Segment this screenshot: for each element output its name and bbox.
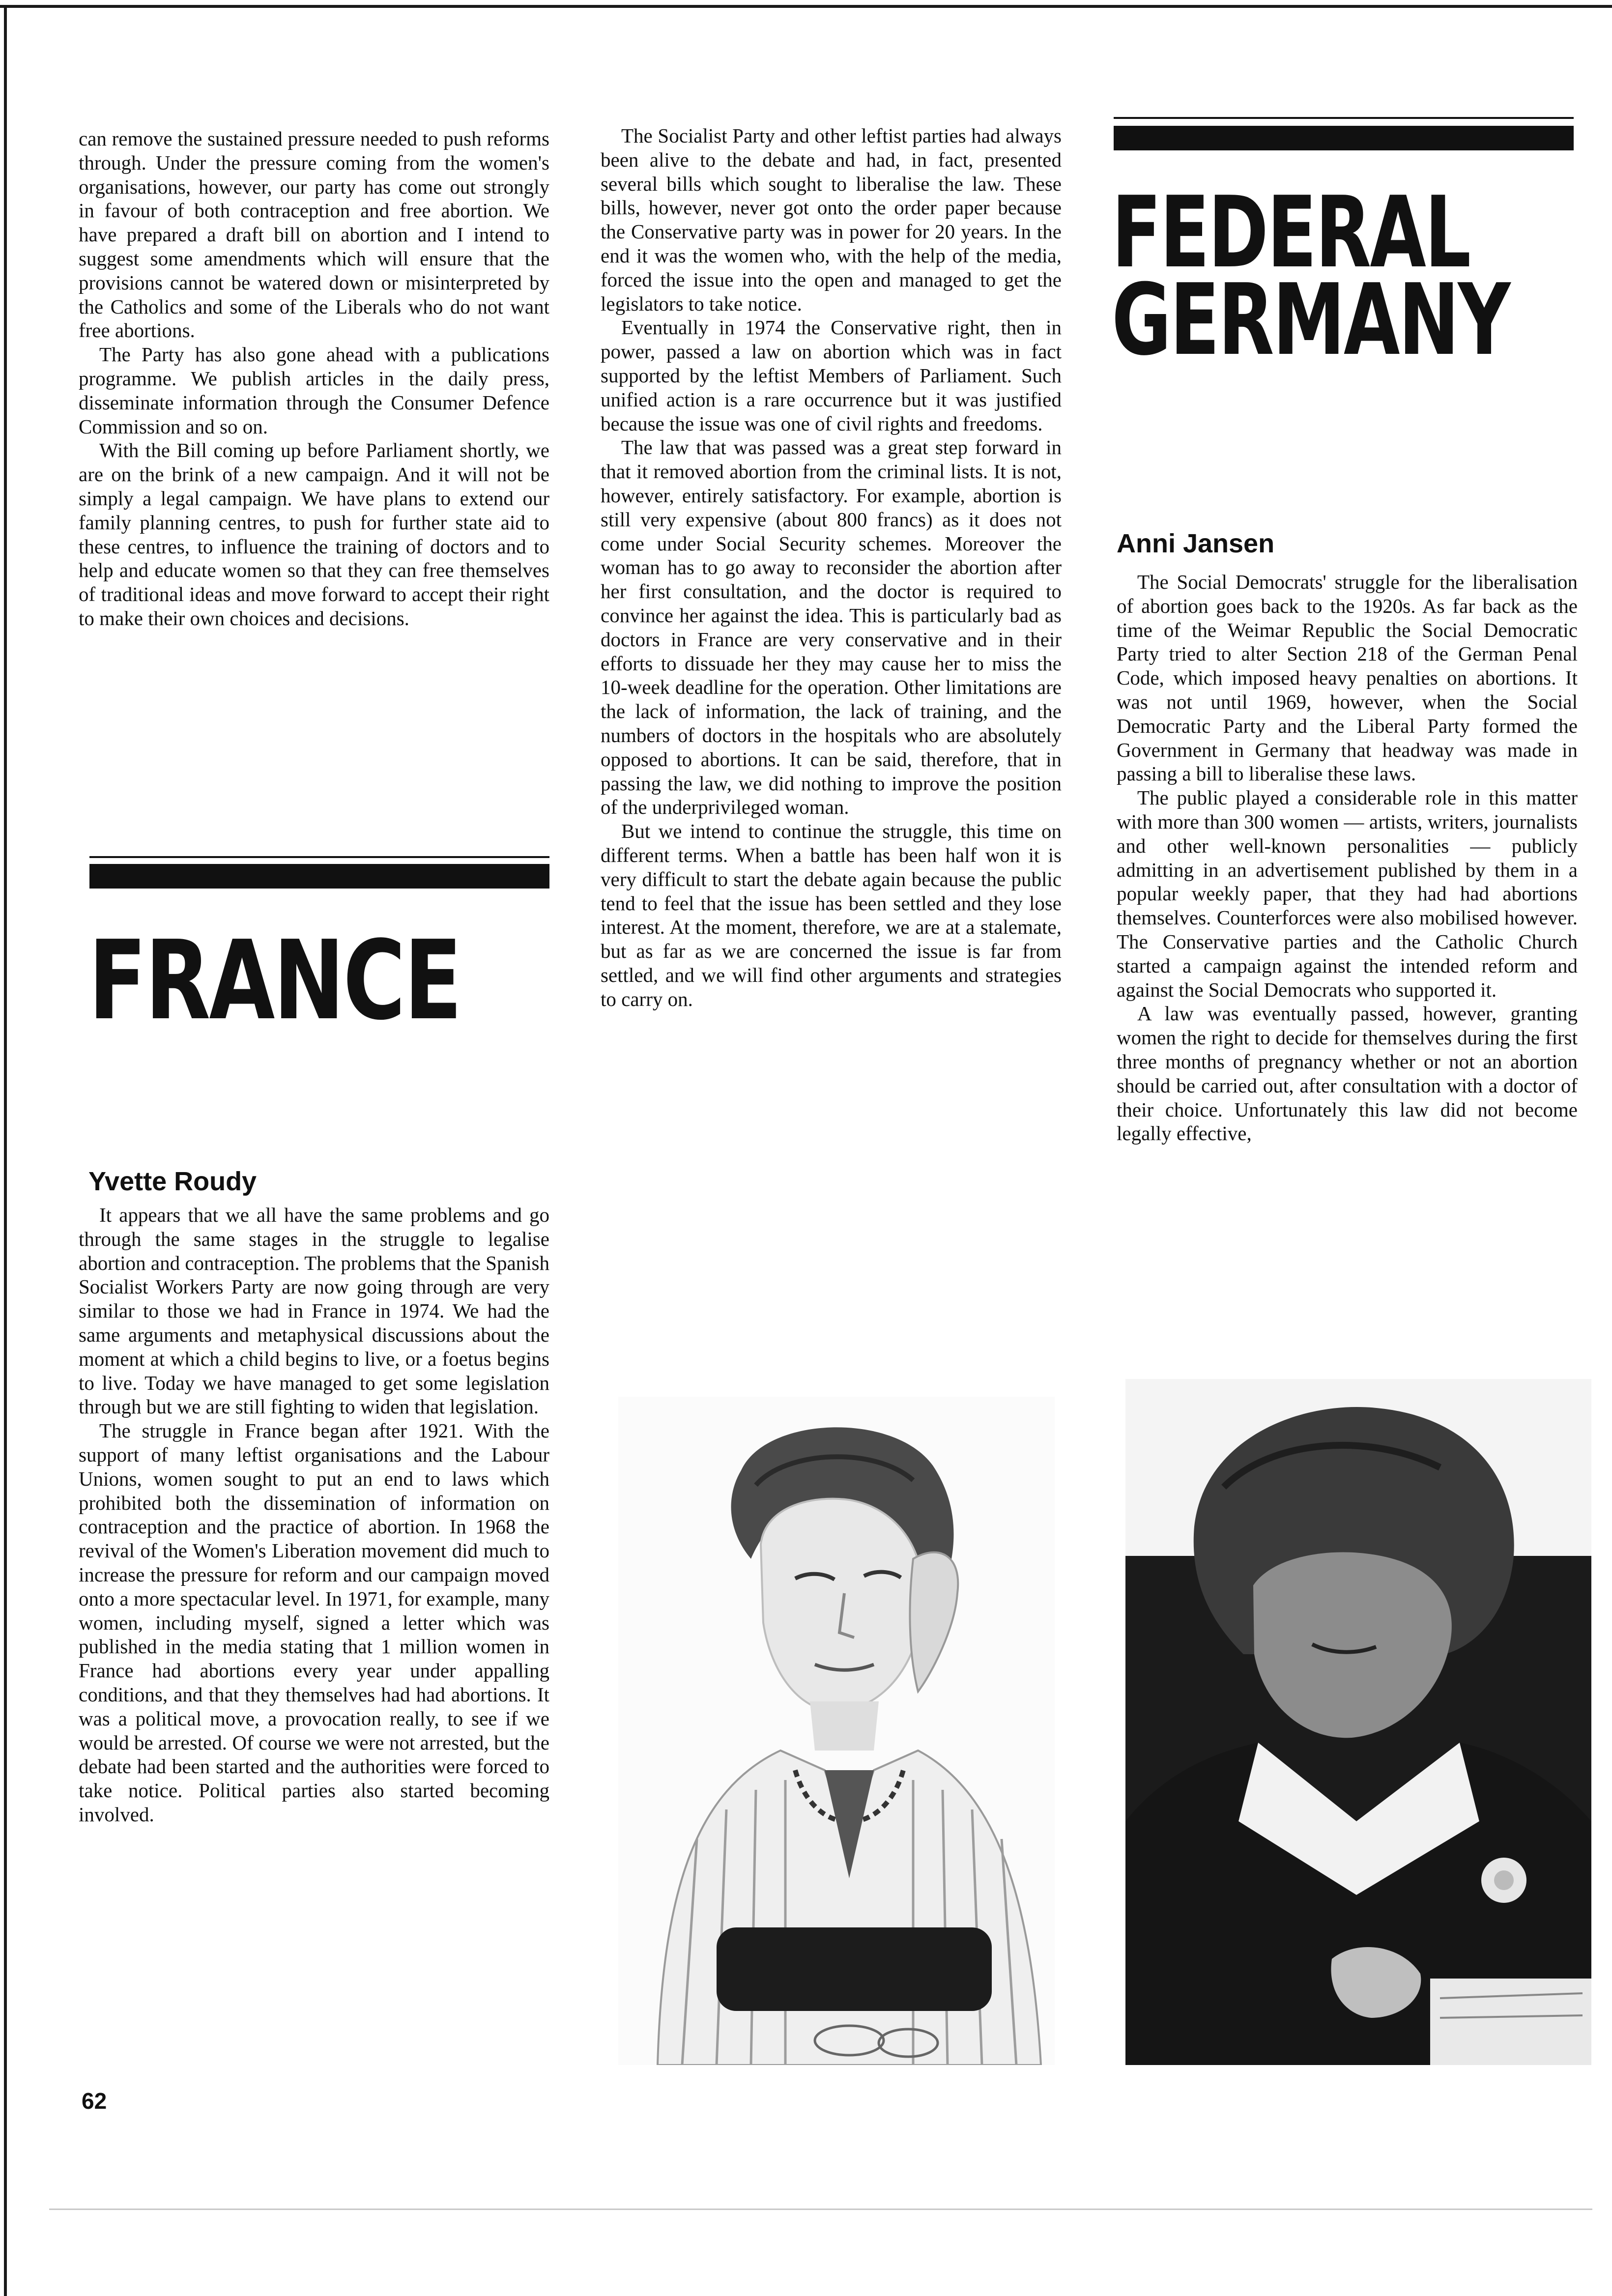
germany-article-text	[1117, 570, 1578, 1146]
body-paragraph: But we intend to continue the struggle, this time on different terms. When a battle has been half won it is very difficult to start the debate again because the public tend to feel that the issue has been settled and they lose interest. At the moment, therefore, we are at a stalemate, but as far as we are concerned the issue is far from settled, and we will find other arguments and strategies to carry on.	[601, 820, 1062, 1010]
page-number: 62	[82, 2088, 107, 2114]
germany-heading-line1: FEDERAL	[1112, 175, 1470, 290]
body-paragraph: can remove the sustained pressure needed to push reforms through. Under the pressure coming from the women's organisations, however, our party has come out strongly in favour of both contraception and free abortion. We have prepared a draft bill on abortion and I intend to suggest some amendments which will ensure that the provisions cannot be watered down or misinterpreted by the Catholics and some of the Liberals who do not want free abortions.	[79, 127, 549, 342]
france-author: Yvette Roudy	[88, 1167, 257, 1196]
france-heading: FRANCE	[88, 918, 461, 1044]
germany-heading-line2: GERMANY	[1112, 263, 1509, 377]
body-paragraph: The Party has also gone ahead with a publications programme. We publish articles in the daily press, disseminate information through the Consumer Defence Commission and so on.	[79, 343, 549, 438]
page-edge-bottom	[49, 2209, 1592, 2210]
portrait-illustration	[1125, 1379, 1591, 2065]
body-paragraph: It appears that we all have the same problems and go through the same stages in the struggle to legalise abortion and contraception. The problems that the Spanish Socialist Workers Party are now going through are very similar to those we had in France in 1974. We had the same arguments and metaphysical discussions about the moment at which a child begins to live, or a foetus begins to live. Today we have managed to get some legislation through but we are still fighting to widen that legislation.	[79, 1204, 549, 1418]
germany-rule-thin	[1114, 117, 1574, 119]
germany-heading	[1112, 175, 1509, 377]
body-paragraph: Eventually in 1974 the Conservative right, then in power, passed a law on abortion which was in fact supported by the leftist Members of Parliament. Such unified action is a rare occurrence but it was justified because the issue was one of civil rights and freedoms.	[601, 316, 1062, 435]
portrait-photo-yvette-roudy	[618, 1397, 1055, 2065]
page-edge-top	[0, 5, 1612, 8]
body-paragraph: The Social Democrats' struggle for the liberalisation of abortion goes back to the 1920s. As far back as the time of the Weimar Republic the Social Democratic Party tried to alter Section 218 of the German Penal Code, which imposed heavy penalties on abortions. It was not until 1969, however, when the Social Democratic Party and the Liberal Party formed the Government in Germany that headway was made in passing a bill to liberalise these laws.	[1117, 571, 1578, 785]
portrait-illustration	[618, 1397, 1055, 2065]
body-paragraph: The Socialist Party and other leftist parties had always been alive to the debate and had, in fact, presented several bills which sought to liberalise the law. These bills, however, never got onto the order paper because the Conservative party was in power for 20 years. In the end it was the women who, with the help of the media, forced the issue into the open and managed to get the legislators to take notice.	[601, 124, 1062, 315]
body-paragraph: A law was eventually passed, however, granting women the right to decide for themselves during the first three months of pregnancy whether or not an abortion should be carried out, after consultation with a doctor of their choice. Unfortunately this law did not become legally effective,	[1117, 1002, 1578, 1145]
germany-author: Anni Jansen	[1117, 529, 1275, 558]
body-paragraph: The public played a considerable role in this matter with more than 300 women — artists, writers, journalists and other well-known personalities — publicly admitting in an advertisement published by them in a popular weekly paper, that they had had abortions themselves. Counterforces were also mobilised however. The Conservative parties and the Catholic Church started a campaign against the intended reform and against the Social Democrats who supported it.	[1117, 786, 1578, 1001]
page-edge-left	[4, 5, 7, 2296]
france-article-col2	[601, 124, 1062, 1011]
continued-article-text	[79, 127, 549, 631]
france-article-col1	[79, 1203, 549, 1827]
germany-rule-thick	[1114, 126, 1574, 150]
france-rule-thin	[89, 856, 549, 858]
body-paragraph: With the Bill coming up before Parliament shortly, we are on the brink of a new campaign. And it will not be simply a legal campaign. We have plans to extend our family planning centres, to push for further state aid to these centres, to influence the training of doctors and to help and educate women so that they can free themselves of traditional ideas and move forward to accept their right to make their own choices and decisions.	[79, 439, 549, 630]
portrait-photo-anni-jansen	[1125, 1379, 1591, 2065]
body-paragraph: The struggle in France began after 1921. With the support of many leftist organisations and the Labour Unions, women sought to put an end to laws which prohibited both the dissemination of information on contraception and the practice of abortion. In 1968 the revival of the Women's Liberation movement did much to increase the pressure for reform and our campaign moved onto a more spectacular level. In 1971, for example, many women, including myself, signed a letter which was published in the media stating that 1 million women in France had abortions every year under appalling conditions, and that they themselves had had abortions. It was a political move, a provocation really, to see if we would be arrested. Of course we were not arrested, but the debate had been started and the authorities were forced to take notice. Political parties also started becoming involved.	[79, 1419, 549, 1826]
body-paragraph: The law that was passed was a great step forward in that it removed abortion from the criminal lists. It is not, however, entirely satisfactory. For example, abortion is still very expensive (about 800 francs) as it does not come under Social Security schemes. Moreover the woman has to go away to reconsider the abortion after her first consultation, and the doctor is required to convince her against the idea. This is particularly bad as doctors in France are very conservative and in their efforts to dissuade her they may cause her to miss the 10-week deadline for the operation. Other limitations are the lack of information, the lack of training, and the numbers of doctors in the hospitals who are absolutely opposed to abortions. It can be said, therefore, that in passing the law, we did nothing to improve the position of the underprivileged woman.	[601, 436, 1062, 819]
france-rule-thick	[89, 864, 549, 889]
